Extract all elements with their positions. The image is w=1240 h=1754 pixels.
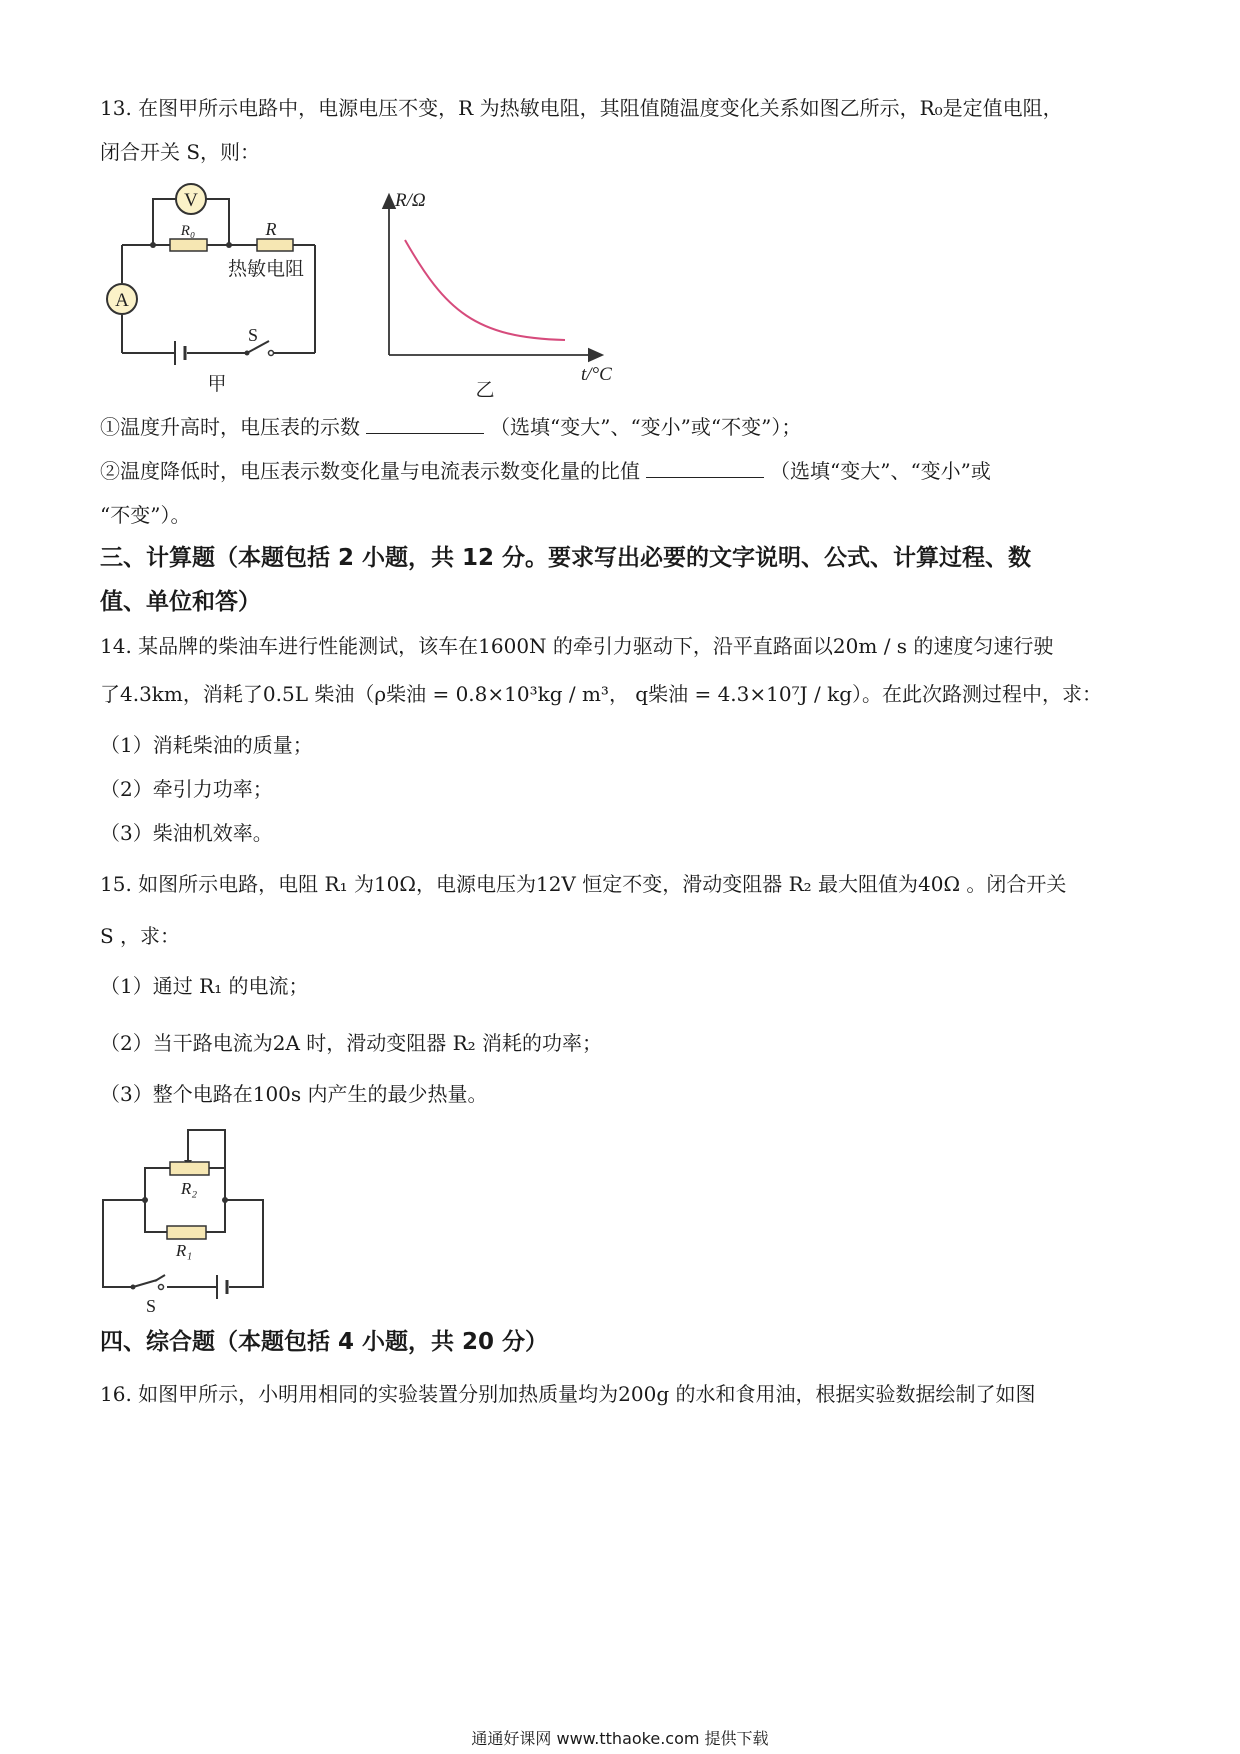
q13-sub1-text: ①温度升高时，电压表的示数 <box>100 415 360 439</box>
answer-blank-2[interactable] <box>646 459 764 478</box>
switch-s-label: S <box>145 1296 157 1316</box>
q15-part2: （2）当干路电流为2A 时，滑动变阻器 R₂ 消耗的功率； <box>100 1031 603 1055</box>
page-footer: 通通好课网 www.tthaoke.com 提供下载 <box>471 1729 769 1748</box>
figure-jia-circuit <box>95 175 335 400</box>
q13-sub2-options: （选填“变大”、“变小”或 <box>770 459 991 483</box>
r2-label: R₂ <box>180 1179 198 1198</box>
q14-line1: 14. 某品牌的柴油车进行性能测试，该车在1600N 的牵引力驱动下，沿平直路面以20m / s 的速度匀速行驶 <box>100 634 1054 658</box>
voltmeter-label: V <box>184 190 198 211</box>
thermistor-label: 热敏电阻 <box>228 258 305 280</box>
r0-resistor <box>170 239 207 251</box>
q13-sub2 <box>100 457 991 485</box>
q14-part3: （3）柴油机效率。 <box>100 821 273 845</box>
r2-rheostat <box>170 1162 209 1175</box>
q13-line2: 闭合开关 S，则： <box>100 140 261 164</box>
section4-heading: 四、综合题（本题包括 4 小题，共 20 分） <box>100 1329 549 1355</box>
r-thermistor <box>257 239 293 251</box>
q14-part2: （2）牵引力功率； <box>100 777 273 801</box>
q15-line2: S ，求： <box>100 924 181 948</box>
r1-resistor <box>167 1226 206 1239</box>
x-axis-label: t/°C <box>581 364 612 385</box>
r-label: R <box>265 219 277 239</box>
figure-q15-circuit <box>95 1122 280 1317</box>
section3-heading-line1: 三、计算题（本题包括 2 小题，共 12 分。要求写出必要的文字说明、公式、计算过程、数 <box>100 545 1032 571</box>
q14-line2: 了4.3km，消耗了0.5L 柴油（ρ柴油 = 0.8×10³kg / m³， q柴油 = 4.3×10⁷J / kg）。在此次路测过程中，求： <box>100 682 1103 706</box>
q13-sub2-cont: “不变”）。 <box>100 503 191 527</box>
q14-part1: （1）消耗柴油的质量； <box>100 733 313 757</box>
q13-sub1-options: （选填“变大”、“变小”或“不变”）； <box>490 415 802 439</box>
figure-yi-graph <box>375 180 695 405</box>
q15-line1: 15. 如图所示电路，电阻 R₁ 为10Ω，电源电压为12V 恒定不变，滑动变阻器 R₂ 最大阻值为40Ω 。闭合开关 <box>100 872 1067 896</box>
section3-heading-line2: 值、单位和答） <box>100 589 261 615</box>
caption-yi: 乙 <box>475 379 495 401</box>
q13-sub2-text: ②温度降低时，电压表示数变化量与电流表示数变化量的比值 <box>100 459 640 483</box>
r1-label: R₁ <box>175 1241 193 1260</box>
q15-part3: （3）整个电路在100s 内产生的最少热量。 <box>100 1082 488 1106</box>
y-axis-label: R/Ω <box>395 190 426 211</box>
caption-jia: 甲 <box>207 373 227 395</box>
q15-part1: （1）通过 R₁ 的电流； <box>100 974 309 998</box>
q13-line1: 13. 在图甲所示电路中，电源电压不变，R 为热敏电阻，其阻值随温度变化关系如图乙所示，R₀是定值电阻， <box>100 96 1063 120</box>
r0-label: R₀ <box>180 223 196 239</box>
switch-label: S <box>247 325 259 345</box>
q16-line1: 16. 如图甲所示，小明用相同的实验装置分别加热质量均为200g 的水和食用油，根据实验数据绘制了如图 <box>100 1382 1036 1406</box>
q13-sub1 <box>100 413 801 441</box>
ammeter-label: A <box>115 290 129 311</box>
r-t-curve <box>405 240 565 340</box>
answer-blank-1[interactable] <box>366 415 484 434</box>
